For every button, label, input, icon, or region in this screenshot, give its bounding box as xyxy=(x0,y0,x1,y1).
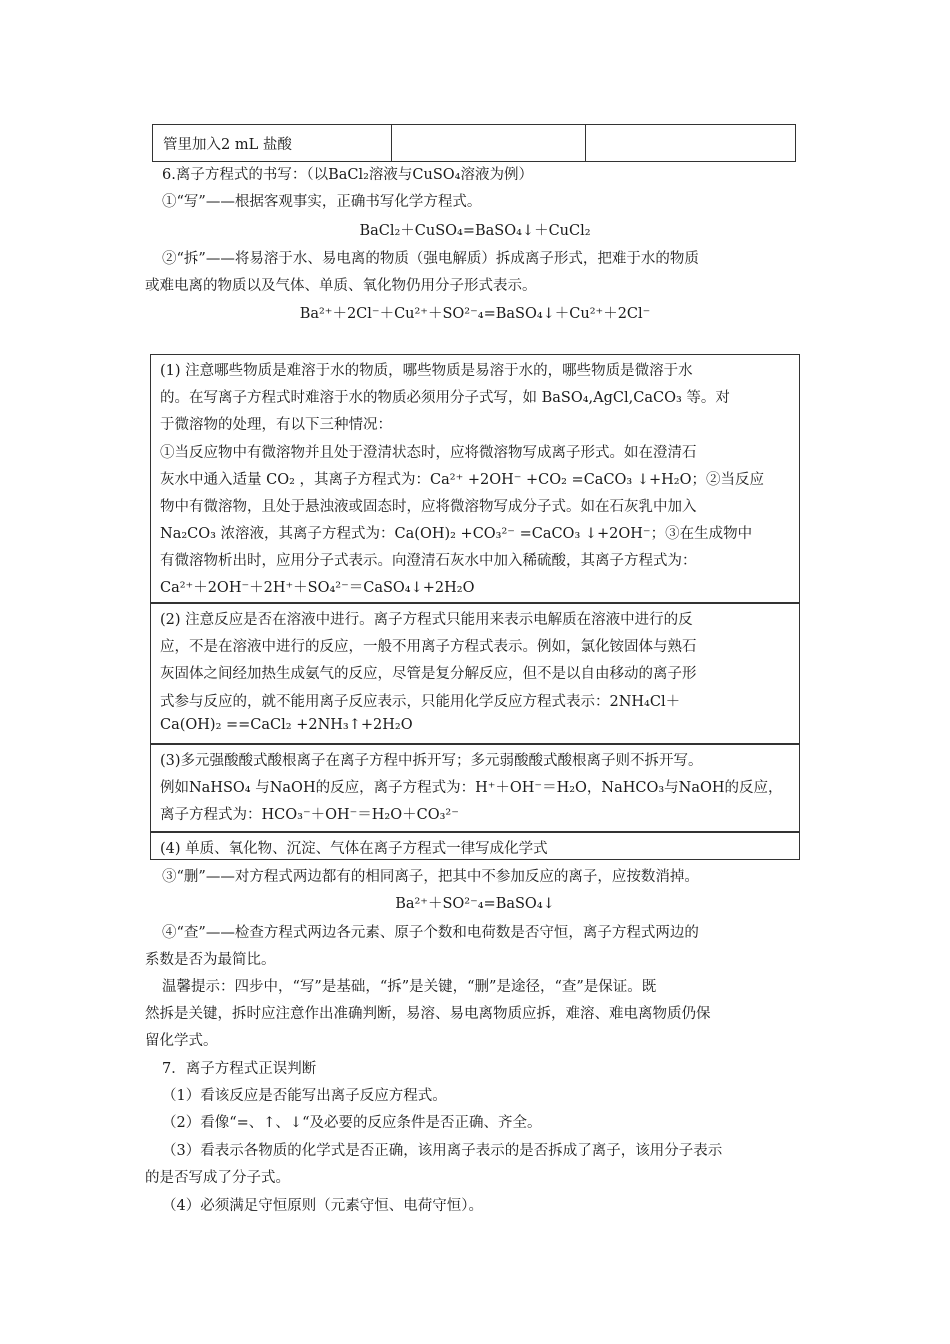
top-table xyxy=(152,124,796,162)
note-line: (4) 单质、氧化物、沉淀、气体在离子方程式一律写成化学式 xyxy=(160,841,548,857)
step-delete: ③“删”——对方程式两边都有的相同离子，把其中不参加反应的离子，应按数消掉。 xyxy=(162,869,699,885)
step-check-line2: 系数是否为最简比。 xyxy=(145,952,276,968)
judge-item: （2）看像“=、↑、↓“及必要的反应条件是否正确、齐全。 xyxy=(162,1115,542,1131)
note-box-3 xyxy=(150,744,800,832)
judge-item: （3）看表示各物质的化学式是否正确，该用离子表示的是否拆成了离子，该用分子表示 xyxy=(162,1143,723,1159)
step-check-line1: ④“查”——检查方程式两边各元素、原子个数和电荷数是否守恒，离子方程式两边的 xyxy=(162,925,699,941)
note-line: 有微溶物析出时，应用分子式表示。向澄清石灰水中加入稀硫酸，其离子方程式为： xyxy=(160,553,697,569)
note-box-4 xyxy=(150,832,800,860)
note-line: 应，不是在溶液中进行的反应，一般不用离子方程式表示。例如，氯化铵固体与熟石 xyxy=(160,639,697,655)
note-line: 灰水中通入适量 CO₂ ，其离子方程式为：Ca²⁺ +2OH⁻ +CO₂ =CaCO₃ ↓+H₂O；②当反应 xyxy=(160,472,764,488)
step-write: ①“写”——根据客观事实，正确书写化学方程式。 xyxy=(162,194,482,210)
judge-item: （4）必须满足守恒原则（元素守恒、电荷守恒）。 xyxy=(162,1198,483,1214)
judge-item-cont: 的是否写成了分子式。 xyxy=(145,1170,290,1186)
note-line: Ca²⁺＋2OH⁻＋2H⁺＋SO₄²⁻＝CaSO₄↓+2H₂O xyxy=(160,580,475,596)
note-line: 于微溶物的处理，有以下三种情况： xyxy=(160,417,392,433)
step-split-line1: ②“拆”——将易溶于水、易电离的物质（强电解质）拆成离子形式，把难于水的物质 xyxy=(162,251,699,267)
note-line: ①当反应物中有微溶物并且处于澄清状态时，应将微溶物写成离子形式。如在澄清石 xyxy=(160,445,697,461)
note-line: Na₂CO₃ 浓溶液，其离子方程式为：Ca(OH)₂ +CO₃²⁻ =CaCO₃ ↓+2OH⁻；③在生成物中 xyxy=(160,526,753,542)
note-line: Ca(OH)₂ ==CaCl₂ +2NH₃↑+2H₂O xyxy=(160,717,413,733)
note-line: 式参与反应的，就不能用离子反应表示，只能用化学反应方程式表示：2NH₄Cl＋ xyxy=(160,694,681,710)
note-line: 离子方程式为：HCO₃⁻＋OH⁻＝H₂O＋CO₃²⁻ xyxy=(160,807,459,823)
equation-molecular: BaCl₂＋CuSO₄=BaSO₄↓＋CuCl₂ xyxy=(359,223,591,239)
table-cell: 管里加入2 mL 盐酸 xyxy=(163,137,292,153)
note-line: 的。在写离子方程式时难溶于水的物质必须用分子式写，如 BaSO₄,AgCl,CaCO₃ 等。对 xyxy=(160,390,730,406)
note-line: 物中有微溶物，且处于悬浊液或固态时，应将微溶物写成分子式。如在石灰乳中加入 xyxy=(160,499,697,515)
tip-line2: 然拆是关键，拆时应注意作出准确判断，易溶、易电离物质应拆，难溶、难电离物质仍保 xyxy=(145,1006,711,1022)
judge-item: （1）看该反应是否能写出离子反应方程式。 xyxy=(162,1088,447,1104)
note-box-2 xyxy=(150,603,800,744)
note-line: (3)多元强酸酸式酸根离子在离子方程中拆开写；多元弱酸酸式酸根离子则不拆开写。 xyxy=(160,753,703,769)
note-line: (1) 注意哪些物质是难溶于水的物质，哪些物质是易溶于水的，哪些物质是微溶于水 xyxy=(160,363,693,379)
note-line: 例如NaHSO₄ 与NaOH的反应，离子方程式为：H⁺＋OH⁻＝H₂O，NaHCO₃与NaOH的反应， xyxy=(160,780,783,796)
tip-line3: 留化学式。 xyxy=(145,1033,218,1049)
step-split-line2: 或难电离的物质以及气体、单质、氧化物仍用分子形式表示。 xyxy=(145,278,537,294)
tip-line1: 温馨提示：四步中，“写”是基础，“拆”是关键，“删”是途径，“查”是保证。既 xyxy=(162,979,657,995)
note-line: 灰固体之间经加热生成氨气的反应，尽管是复分解反应，但不是以自由移动的离子形 xyxy=(160,666,697,682)
table-divider xyxy=(391,125,392,161)
note-box-1 xyxy=(150,354,800,603)
note-line: (2) 注意反应是否在溶液中进行。离子方程式只能用来表示电解质在溶液中进行的反 xyxy=(160,612,693,628)
equation-ionic-net: Ba²⁺＋SO²⁻₄=BaSO₄↓ xyxy=(395,896,555,912)
table-divider xyxy=(585,125,586,161)
equation-ionic-full: Ba²⁺＋2Cl⁻＋Cu²⁺＋SO²⁻₄=BaSO₄↓＋Cu²⁺＋2Cl⁻ xyxy=(299,306,651,322)
section-6-heading: 6.离子方程式的书写：（以BaCl₂溶液与CuSO₄溶液为例） xyxy=(162,167,533,183)
section-7-heading: 7．离子方程式正误判断 xyxy=(162,1061,317,1077)
